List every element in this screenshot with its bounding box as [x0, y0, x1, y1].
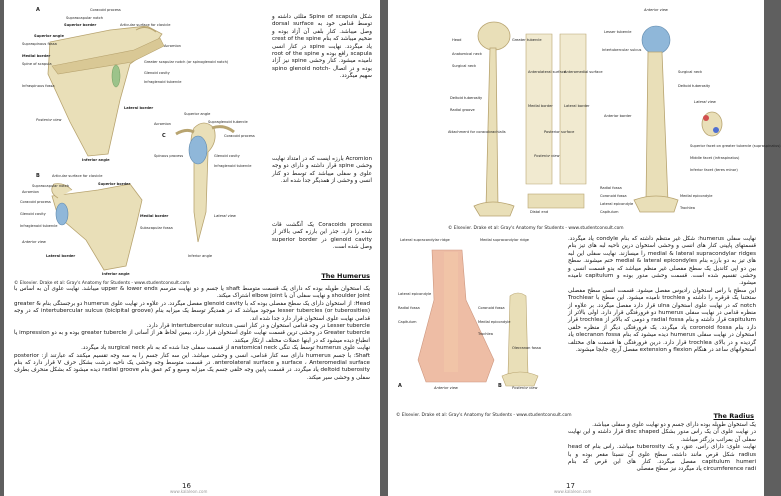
fig-label: Trochlea [680, 206, 695, 210]
fig-label: Spinous process [154, 154, 184, 158]
fig-label: Head [452, 38, 462, 42]
fig-label: Lateral epicondyle [398, 292, 432, 296]
fig-label-b: B [36, 173, 40, 179]
fig-label: Medial border [22, 54, 51, 58]
fig-label-a: A [36, 7, 40, 13]
fig-label: Trochlea [478, 332, 493, 336]
fig-label: Coracoid process [20, 200, 51, 204]
figure-caption: © Elsevier. Drake et al: Gray's Anatomy for Students - www.studentconsult.com [396, 413, 572, 418]
humerus-lateral-view [702, 112, 722, 136]
fig-label-a: A [398, 383, 402, 389]
fig-label: Greater tubercle [512, 38, 542, 42]
fig-label: Superior angle [34, 34, 64, 38]
fig-label: Superior angle [184, 112, 211, 116]
paragraph: یک استخوان طویله بوده که دارای یک قسمت متوسط shaft یا جسم و دو نهایت مترسم upper & lower ends میباشد. نهایت علوی آن به اساس با shoulder joint و نهایت سفلی آن با elbow joint اشتراک میکند. [14, 286, 370, 300]
paragraph: نهایت سفلی humerus: شکل غیر منتظم داشته که بنام condyle یاد میگردد. قسمتهای پایینی کنار های انسی و وحشی استخوان درین ناحیه لبه های تیز بنام medial & lateral supracondylar ridges را میسازند. نهایت سفلی این لبه های تیز به دو بارزه بنام medial & lateral epicondyles ختم میشوند. سطح بین دو اپی کاندیل یک سطح مفصلی غیر منظم میباشد که بدو قسمت انسی و وحشی تقسیم شده است. قسمت وحشی مدور بوده و capitulum نامیده میشود. [568, 236, 757, 287]
fig-label: Anterior border [604, 114, 632, 118]
fig-label: Capitulum [600, 210, 619, 214]
humerus-surfaces-diagram [526, 34, 586, 208]
fig-label: Radial fossa [398, 306, 420, 310]
paragraph: Shaft: با جسم humerus دارای سه کنار قدامی، انسی و وحشی میباشد. این سه کنار جسم را به سه وجه تقسیم میکنند که عبارتند از: posterior surface ، Anteromedial surface و anterolateral surface. در قسمت متوسط وجه وحشی یک ناحیه درشت بشکل حرف V قرار دارد که بنام deltoid tuberosity یاد میگردد. در قسمت پایین وجه خلفی جسم یک میزابه وسیع و کم عمق بنام radial groove دیده میشود که بشکل منحرف بطرف سفلی و وحشی سیر میکند. [14, 352, 370, 381]
humerus-figure [394, 4, 781, 226]
fig-label: Inferior angle [102, 272, 130, 276]
fig-label: Middle facet (infraspinatus) [690, 156, 740, 160]
fig-label: Radial groove [450, 108, 475, 112]
fig-label: Anterolateral surface [528, 70, 566, 74]
fig-label-c: C [162, 133, 166, 139]
humerus-body [14, 286, 370, 382]
fig-label: Medial supracondylar ridge [480, 238, 529, 242]
fig-label: Articular surface for clavicle [120, 23, 171, 27]
section-heading-radius: The Radius [713, 412, 754, 420]
fig-label: Deltoid tuberosity [450, 96, 483, 100]
fig-label-b: B [498, 383, 502, 389]
fig-label: Infraspinous fossa [22, 84, 55, 88]
fig-label: Articular surface for clavicle [52, 174, 103, 178]
fig-label: Surgical neck [452, 64, 477, 68]
spine-of-scapula-text: شکل Spine of scapula مثلثی داشته و توسط قدامی خود به dorsal surface وصل میباشد. کنار بلفی آن آزاد بوده و ضخیم میباشد که بنام crest of the spine یاد میگردد. نهایت spine در کنار انسی scapula رافع بوده و root of the spine نامیده میشود. کنار وحشی spine نیز آزاد بوده و در اتصال -spino glenoid notch سهیم میگردد. [272, 14, 373, 80]
fig-label: Superior border [64, 23, 97, 27]
distal-humerus-illustration [394, 236, 564, 412]
fig-label: Acromion [164, 44, 181, 48]
fig-label: Medial border [528, 104, 553, 108]
fig-label: Lateral border [564, 104, 590, 108]
fig-label: Infraglenoid tubercle [20, 224, 58, 228]
fig-label: Supraglenoid tubercle [208, 120, 248, 124]
paragraph: این سطح با راس استخوان رادیوس مفصل میشود. قسمت انسی سطح مفصلی ستحننا یک قرقره را داشته و trochlea نامیده میشود. این سطح با Trochlear notch که در نهایت علوی استخوان ulna قرار دارد مفصل میگردد. بر علاوه از منظره قدامی در نهایت سفلی humerus دو فرورفتگی قرار دارد. اولی بالاتر از capitulum قرار داشته و بنام radial fossa و دومی که بالاتر از trochlea قرار دارد بنام coronoid fossa یاد میگردد. یک فرورفتگی دیگر از منظره خلفی استخوان در نهایت سفلی humerus دیده میشود که بنام olecranon fossa یاد گردیده و در بالای trochlea قرار دارد. درین فرورفتگی ها قسمت های مختلف استخوانهای ساعد در هنگام flexion و extension مفصل آرنج، جابجا میشوند. [568, 287, 757, 354]
fig-label: Intertubercular sulcus [602, 48, 642, 52]
fig-label: Supraspinous fossa [22, 42, 57, 46]
fig-label: Inferior angle [82, 158, 110, 162]
radius-body [568, 422, 756, 474]
fig-label: Spine of scapula [22, 62, 52, 66]
fig-label: Glenoid cavity [20, 212, 46, 216]
fig-label: Distal end [530, 210, 549, 214]
scapula-figure [12, 4, 267, 280]
figure-caption: © Elsevier. Drake et al: Gray's Anatomy for Students - www.studentconsult.com [448, 226, 624, 231]
fig-label: Posterior view [512, 386, 538, 390]
fig-label: Lateral border [124, 106, 154, 110]
fig-label: Medial epicondyle [478, 320, 511, 324]
fig-label: Surgical neck [678, 70, 703, 74]
fig-label: Coronoid fossa [600, 194, 627, 198]
fig-label: Inferior facet (teres minor) [690, 168, 738, 172]
fig-label: Anterior view [434, 386, 458, 390]
paragraph: در نهایت علوی آن یک راس مدور بشکل disc shaped قرار داشته و این نهایت سفلی آن بمراتب بزرگتر میباشد. [568, 429, 756, 443]
fig-label: Lesser tubercle [604, 30, 632, 34]
humerus-illustration [394, 4, 758, 226]
paragraph: Greater tubercle در وحشی ترین قسمت نهایت علوی استخوان قرار دارد، بیمین لحاظ هر از آسانی از greater tubercle بوده و به دو impression یا انطباع دیده میشود که در اینها عضلات مختلف ارتکاز میکنند. [14, 330, 370, 344]
fig-label: Medial epicondyle [680, 194, 713, 198]
paragraph: Head: از استخوان دارای یک سطح مفصلی بوده که با glenoid cavity مفصل میگردد. در علاوه در نهایت علوی humerus دو برجستگی بنام greater & lesser tubercles (or tuberosities) موجود میباشد که در همدیگر توسط یک میزابه بنام intertubercular sulcus (bicipital groove) که در وجه قدامی نهایت علوی استخوان قرار دارد جدا شده اند. [14, 300, 371, 322]
fig-label: Infraglenoid tubercle [144, 80, 182, 84]
fig-label: Coracoid process [224, 134, 255, 138]
fig-label: Posterior view [36, 118, 62, 122]
right-page [388, 0, 781, 496]
paragraph: یک استخوان طویله بوده دارای جسم و دو نهایت علوی و سفلی میباشد. [592, 422, 756, 428]
fig-label: Capitulum [398, 320, 417, 324]
fig-label: Olecranon fossa [512, 346, 542, 350]
scapula-posterior-view [48, 26, 164, 156]
fig-label: Deltoid tuberosity [678, 84, 711, 88]
fig-label: Infraglenoid tubercle [214, 164, 252, 168]
humerus-anterior-view [634, 26, 678, 212]
fig-label: Suprascapular notch [32, 184, 70, 188]
fig-label: Posterior surface [544, 130, 575, 134]
fig-label: Lateral view [214, 214, 236, 218]
fig-label: Subscapular fossa [140, 226, 173, 230]
scapula-lateral-view [176, 123, 234, 242]
fig-label: Anterior view [22, 240, 46, 244]
fig-label: Posterior view [534, 154, 560, 158]
paragraph: نهایت علوی: دارای راس، عنق، و یک tuberosity میباشد. راس بنام head of radius شکل قرص مانند داشته، سطح علوی آن نسبتا مقعر بوده و با capitulum humeri مفصل میگردد. کنار های این قرص که بنام circumference radi یاد میگردد نیز سطح مفصلی [568, 444, 756, 473]
fig-label: Glenoid cavity [144, 71, 170, 75]
fig-label: Lateral epicondyle [600, 202, 634, 206]
distal-humerus-text [568, 236, 756, 355]
section-heading-humerus: The Humerus [321, 272, 370, 280]
fig-label: Attachment for coracobrachialis [448, 130, 506, 134]
fig-label: Coracoid process [90, 8, 121, 12]
paragraph: Lesser tubercle در وجه قدامی استخوان و در کنار انسی intertubercular sulcus قرار دارد. [146, 323, 370, 330]
fig-label: Lateral supracondylar ridge [400, 238, 450, 242]
paragraph: نهایت علوی humerus توسط یک تنگی anatomical neck از قسمت سفلی جدا شده که به نام surgical neck یاد میگردد. [81, 345, 370, 352]
fig-label: Inferior angle [188, 254, 213, 258]
page-number: 17 [566, 482, 575, 490]
fig-label: Radial fossa [600, 186, 622, 190]
acromion-text: Acromion بارزه ایست که در امتداد نهایت وحشی spine قرار داشته و دارای دو وجه علوی و سفلی میباشد که توسط دو کنار انسی و وحشی از همدیگر جدا شده اند. [272, 156, 372, 185]
page-number: 16 [182, 482, 191, 490]
fig-label: Lateral view [694, 100, 716, 104]
fig-label: Suprascapular notch [66, 16, 104, 20]
fig-label: Coronoid fossa [478, 306, 505, 310]
fig-label: Superior facet on greater tubercle (supraspinatus) [690, 144, 781, 148]
fig-label: Greater scapular notch (or spinoglenoid notch) [144, 60, 229, 64]
fig-label: Acromion [154, 122, 171, 126]
fig-label: Glenoid cavity [214, 154, 240, 158]
fig-label: Anteromedial surface [564, 70, 603, 74]
distal-humerus-figure [394, 236, 564, 412]
watermark: www.kalaleon.com [170, 489, 208, 494]
coracoid-text: Coracoids process یک آنگشت قات شده را دارد. جذر این بارزه کمی بالاتر از glenoid cavity در superior border وصل شده است. [272, 222, 372, 251]
fig-label: Acromion [22, 190, 39, 194]
figure-caption: © Elsevier. Drake et al: Gray's Anatomy for Students - www.studentconsult.com [14, 281, 190, 286]
watermark: www.kalaleon.com [554, 489, 592, 494]
fig-label: Medial border [140, 214, 169, 218]
fig-label: Superior border [98, 182, 131, 186]
fig-label: Anterior view [644, 8, 668, 12]
fig-label: Lateral border [46, 254, 76, 258]
left-page [4, 0, 380, 496]
fig-label: Anatomical neck [452, 52, 482, 56]
